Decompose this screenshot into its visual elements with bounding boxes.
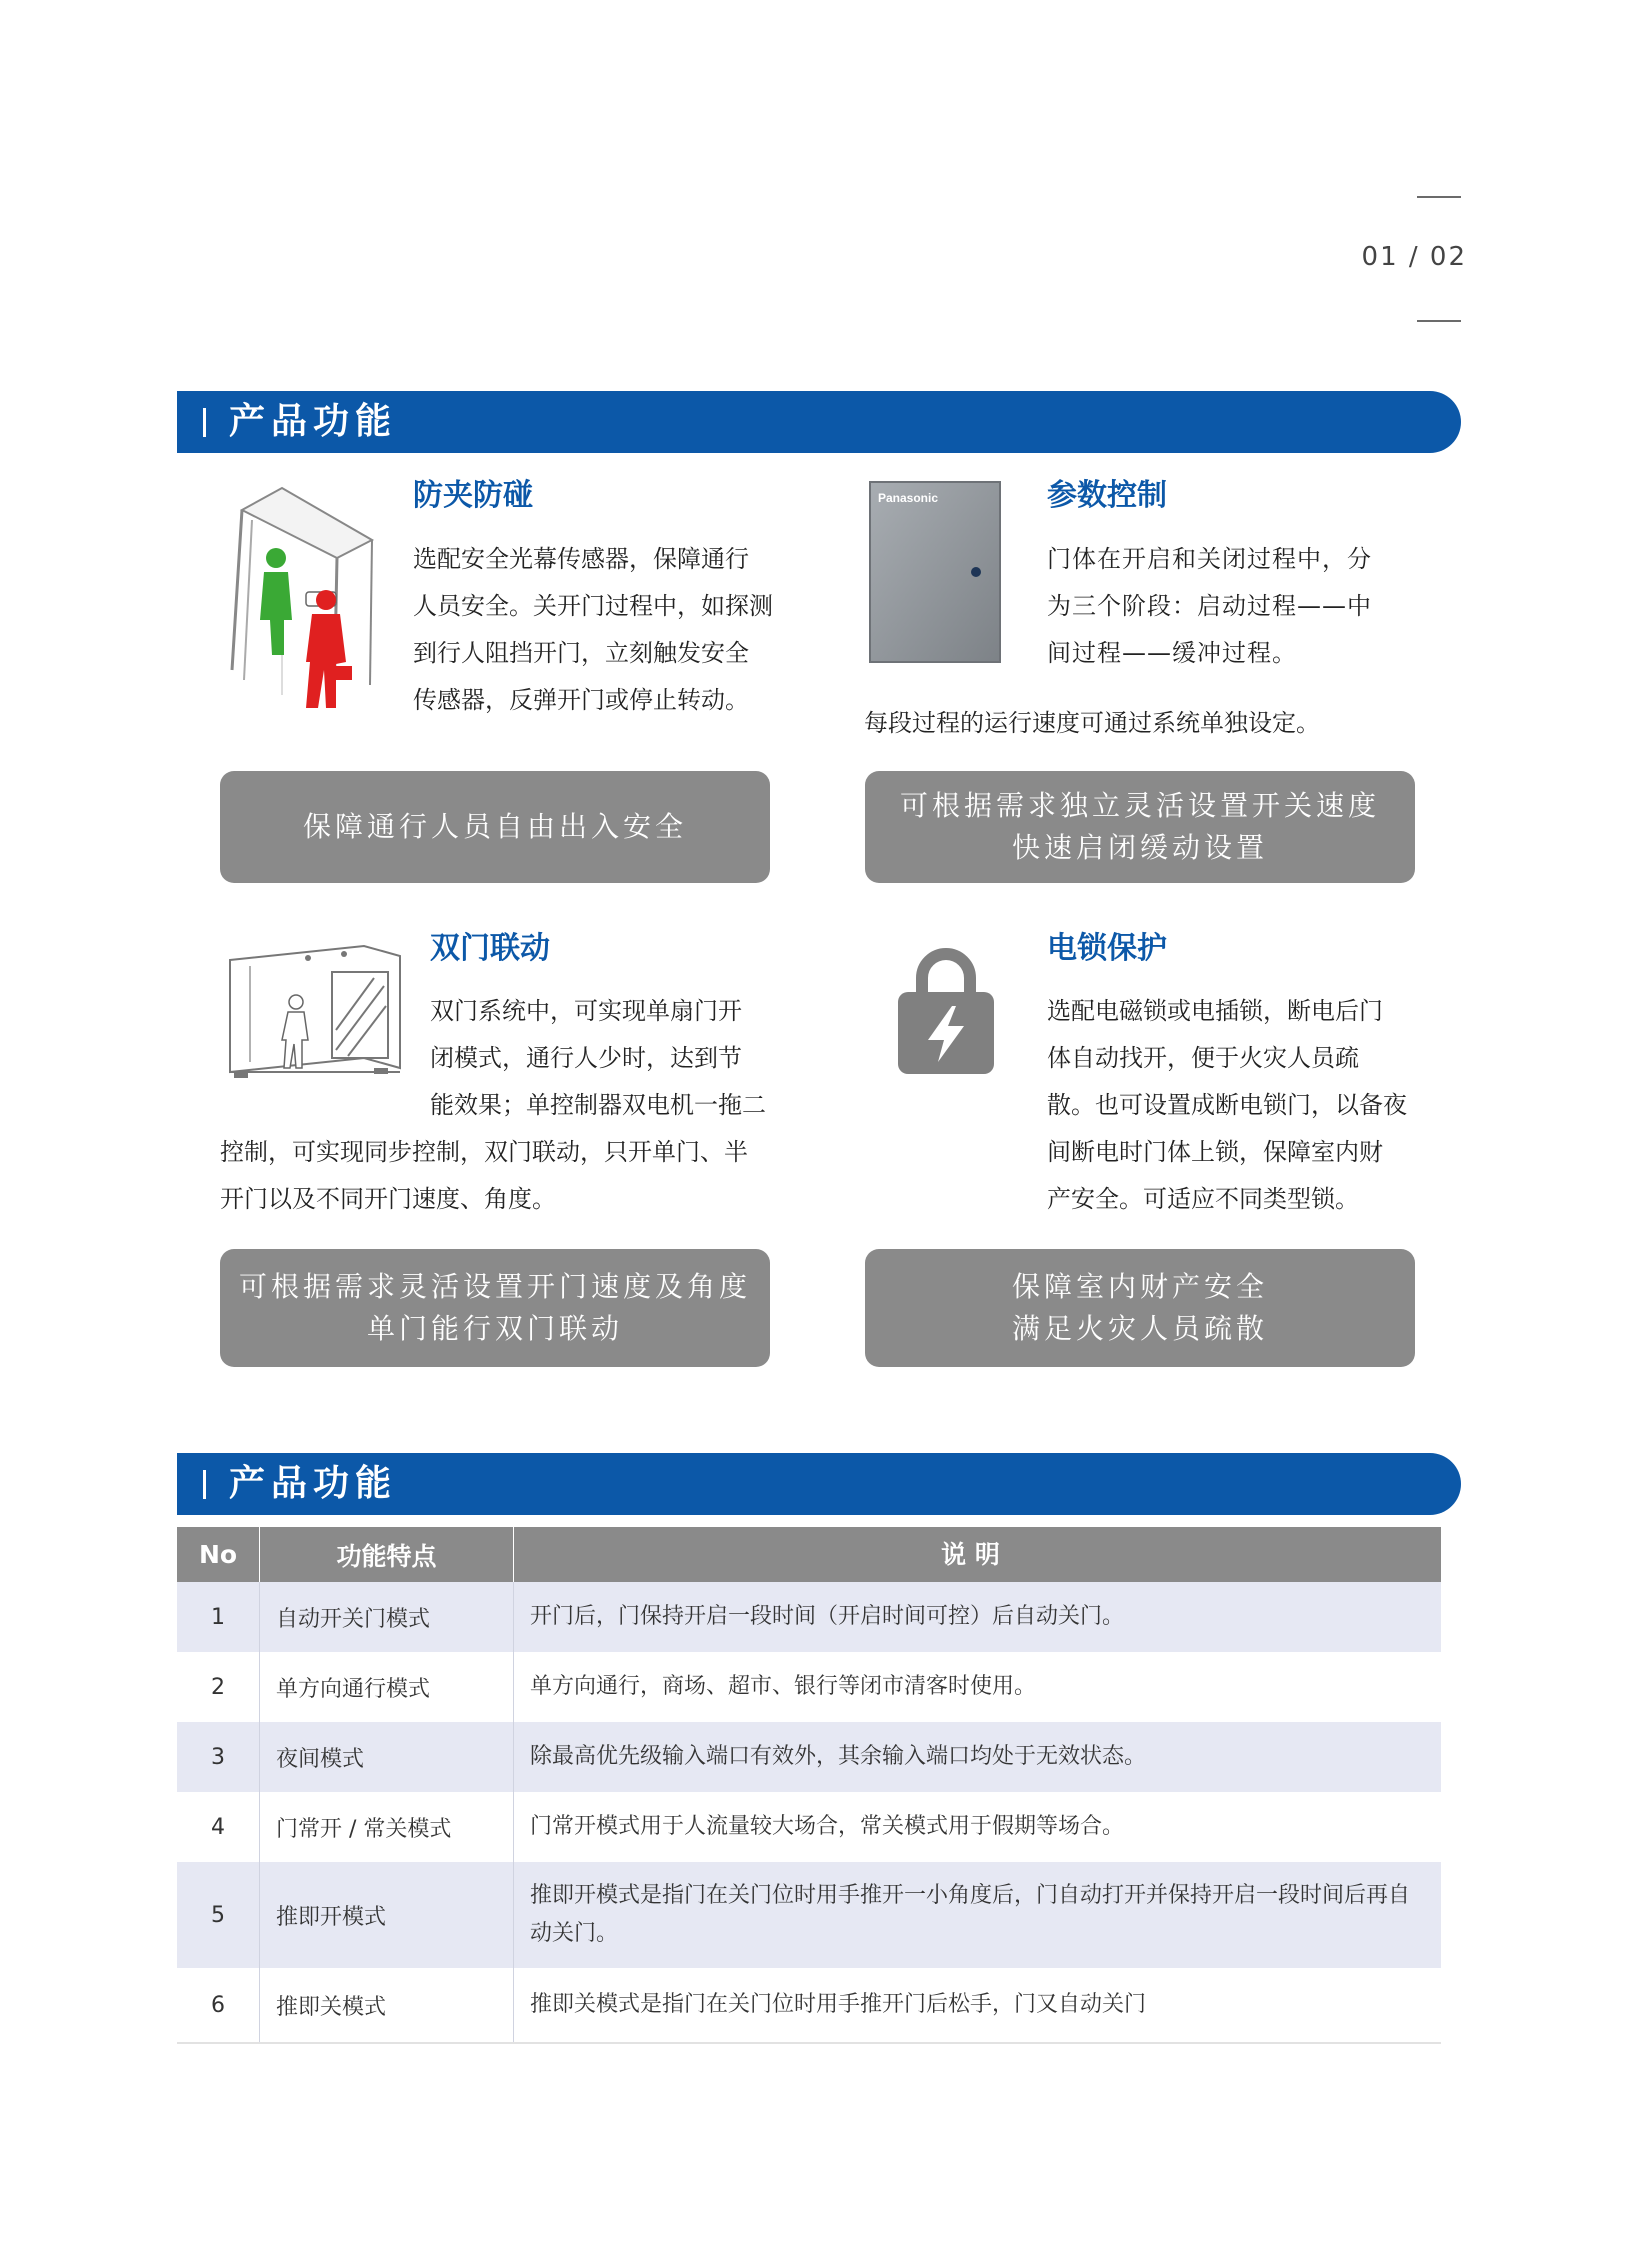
pill-e-lock: [865, 1249, 1415, 1367]
row-number: 3: [177, 1722, 260, 1792]
lightning-lock-icon: [898, 946, 994, 1074]
page-number-rule-bottom: [1417, 320, 1461, 322]
pill-text: 单门能行双门联动: [366, 1312, 623, 1345]
feature-line: 间过程——缓冲过程。: [1047, 639, 1297, 667]
feature-title-param-control: 参数控制: [1047, 478, 1167, 513]
controller-box-illustration: [868, 480, 1004, 666]
table-row: [177, 1792, 1441, 1862]
section-header-bar: [203, 408, 206, 437]
feature-line: 开门以及不同开门速度、角度。: [220, 1185, 556, 1213]
row-feature: 自动开关门模式: [260, 1582, 514, 1652]
row-feature: 推即开模式: [260, 1862, 514, 1968]
table-row: [177, 1968, 1441, 2042]
feature-line: 门体在开启和关闭过程中，分: [1047, 545, 1372, 573]
row-description: 推即开模式是指门在关门位时用手推开一小角度后，门自动打开并保持开启一段时间后再自动关门。: [530, 1883, 1411, 1946]
feature-line: 选配安全光幕传感器，保障通行: [413, 545, 749, 573]
pill-double-door: [220, 1249, 770, 1367]
row-number: 6: [177, 1968, 260, 2042]
section-header-function-table: [177, 1453, 1461, 1515]
feature-line: 闭模式，通行人少时，达到节: [430, 1044, 742, 1072]
pill-text: 可根据需求独立灵活设置开关速度: [899, 789, 1380, 822]
table-row: [177, 1582, 1441, 1652]
feature-line: 产安全。可适应不同类型锁。: [1047, 1185, 1359, 1213]
row-description: 单方向通行，商场、超市、银行等闭市清客时使用。: [530, 1674, 1037, 1699]
row-number: 2: [177, 1652, 260, 1722]
pill-text: 满足火灾人员疏散: [1011, 1312, 1268, 1345]
feature-text-double-door-top: [430, 988, 766, 1129]
row-description: 开门后，门保持开启一段时间（开启时间可控）后自动关门。: [530, 1604, 1125, 1629]
page-number: 01 / 02: [1361, 242, 1467, 272]
row-number: 4: [177, 1792, 260, 1862]
feature-text-e-lock: [1047, 988, 1407, 1223]
row-description: 门常开模式用于人流量较大场合，常关模式用于假期等场合。: [530, 1814, 1125, 1839]
section-title: 产品功能: [229, 1463, 398, 1504]
table-header: [177, 1527, 1441, 1582]
feature-line: 双门系统中，可实现单扇门开: [430, 997, 742, 1025]
feature-text-double-door-bottom: [220, 1129, 748, 1223]
table-header-feature: 功能特点: [260, 1527, 514, 1582]
row-description: 推即关模式是指门在关门位时用手推开门后松手，门又自动关门: [530, 1992, 1147, 2017]
feature-text-param-control: [1047, 536, 1372, 677]
feature-title-double-door: 双门联动: [430, 931, 550, 966]
table-header-no: No: [177, 1527, 260, 1582]
pill-param-control: [865, 771, 1415, 883]
feature-line: 控制，可实现同步控制，双门联动，只开单门、半: [220, 1138, 748, 1166]
section-title: 产品功能: [229, 401, 398, 442]
pill-text: 保障通行人员自由出入安全: [302, 810, 687, 843]
feature-line: 能效果；单控制器双电机一拖二: [430, 1091, 766, 1119]
pill-text: 快速启闭缓动设置: [1011, 831, 1268, 864]
row-number: 1: [177, 1582, 260, 1652]
pill-anti-pinch: [220, 771, 770, 883]
feature-extra-param-control: 每段过程的运行速度可通过系统单独设定。: [864, 709, 1320, 737]
row-number: 5: [177, 1862, 260, 1968]
table-row: [177, 1722, 1441, 1792]
table-header-description: 说 明: [941, 1539, 1000, 1569]
feature-line: 到行人阻挡开门，立刻触发安全: [413, 639, 749, 667]
feature-line: 选配电磁锁或电插锁，断电后门: [1047, 997, 1383, 1025]
row-feature: 单方向通行模式: [260, 1652, 514, 1722]
row-feature: 门常开 / 常关模式: [260, 1792, 514, 1862]
page-number-rule-top: [1417, 196, 1461, 198]
table-row: [177, 1652, 1441, 1722]
feature-line: 传感器，反弹开门或停止转动。: [413, 686, 749, 714]
pill-text: 可根据需求灵活设置开门速度及角度: [238, 1270, 751, 1303]
door-sensor-people-illustration: [222, 480, 392, 718]
feature-line: 人员安全。关开门过程中，如探测: [413, 592, 773, 620]
feature-line: 体自动找开，便于火灾人员疏: [1047, 1044, 1359, 1072]
row-description: 除最高优先级输入端口有效外，其余输入端口均处于无效状态。: [530, 1744, 1147, 1769]
feature-line: 散。也可设置成断电锁门，以备夜: [1047, 1091, 1407, 1119]
section-header-features: [177, 391, 1461, 453]
feature-title-e-lock: 电锁保护: [1047, 931, 1167, 966]
section-header-bar: [203, 1470, 206, 1499]
double-door-illustration: [224, 940, 404, 1090]
row-feature: 推即关模式: [260, 1968, 514, 2042]
feature-line: 间断电时门体上锁，保障室内财: [1047, 1138, 1383, 1166]
row-feature: 夜间模式: [260, 1722, 514, 1792]
controller-brand: Panasonic: [878, 491, 939, 505]
table-bottom-rule: [177, 2042, 1441, 2044]
feature-line: 为三个阶段：启动过程——中: [1047, 592, 1372, 620]
pill-text: 保障室内财产安全: [1011, 1270, 1268, 1303]
feature-title-anti-pinch: 防夹防碰: [413, 478, 533, 513]
function-table: [177, 1527, 1441, 2044]
feature-text-anti-pinch: [413, 536, 773, 724]
table-row: [177, 1862, 1441, 1968]
